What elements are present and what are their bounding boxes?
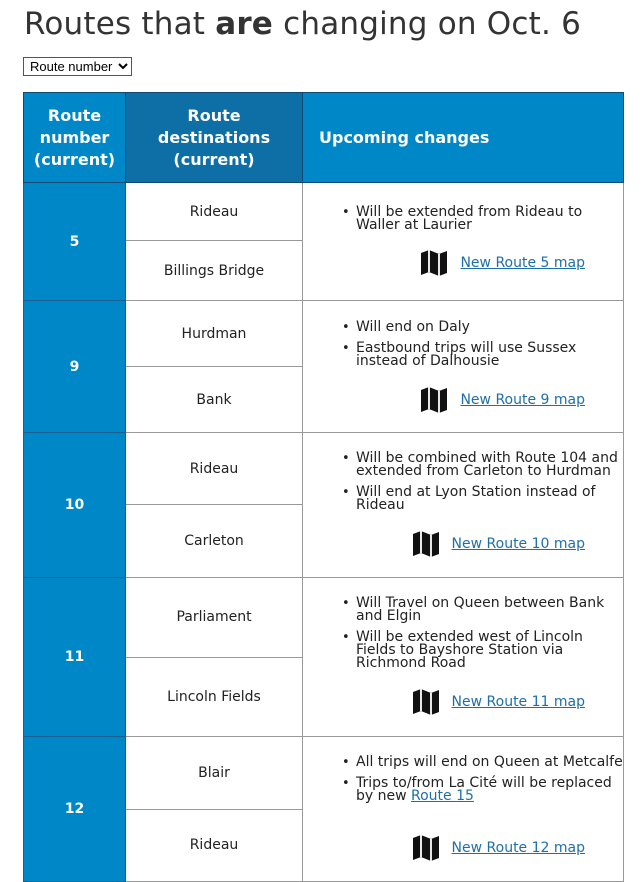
map-icon bbox=[419, 248, 449, 278]
sort-select[interactable] bbox=[23, 57, 132, 76]
route-number: 9 bbox=[24, 301, 126, 433]
change-item: • Trips to/from La Cité will be replaced by new Route 15 bbox=[356, 777, 623, 803]
route-destination: Billings Bridge bbox=[126, 241, 303, 301]
map-link[interactable]: New Route 5 map bbox=[419, 248, 585, 278]
map-link[interactable]: New Route 11 map bbox=[411, 687, 585, 717]
route-destination: Blair bbox=[126, 737, 303, 810]
route-changes bbox=[303, 301, 624, 433]
table-row bbox=[24, 433, 624, 505]
map-icon bbox=[411, 529, 441, 559]
change-item: • Will end at Lyon Station instead of Rideau bbox=[356, 486, 623, 512]
route-number: 12 bbox=[24, 737, 126, 882]
header-upcoming-changes: Upcoming changes bbox=[303, 93, 624, 183]
table-row bbox=[24, 183, 624, 241]
route-destination: Parliament bbox=[126, 578, 303, 658]
change-item: • Will end on Daly bbox=[356, 321, 623, 334]
table-row bbox=[24, 301, 624, 367]
header-route-number: Route number (current) bbox=[24, 93, 126, 183]
map-link[interactable]: New Route 12 map bbox=[411, 833, 585, 863]
route-15-link[interactable]: Route 15 bbox=[411, 788, 474, 804]
route-destination: Rideau bbox=[126, 183, 303, 241]
map-icon bbox=[411, 833, 441, 863]
route-changes bbox=[303, 737, 624, 882]
route-destination: Rideau bbox=[126, 433, 303, 505]
map-link[interactable]: New Route 10 map bbox=[411, 529, 585, 559]
route-destination: Rideau bbox=[126, 809, 303, 882]
route-changes bbox=[303, 183, 624, 301]
route-number: 5 bbox=[24, 183, 126, 301]
map-icon bbox=[411, 687, 441, 717]
route-changes bbox=[303, 578, 624, 737]
route-number: 11 bbox=[24, 578, 126, 737]
map-icon bbox=[419, 385, 449, 415]
table-row bbox=[24, 578, 624, 658]
change-item: • Will be extended west of Lincoln Fields to Bayshore Station via Richmond Road bbox=[356, 631, 623, 670]
change-item: • Will be combined with Route 104 and extended from Carleton to Hurdman bbox=[356, 452, 623, 478]
route-destination: Carleton bbox=[126, 505, 303, 578]
change-item: • Will Travel on Queen between Bank and Elgin bbox=[356, 597, 623, 623]
header-route-destinations: Route destinations (current) bbox=[126, 93, 303, 183]
map-link[interactable]: New Route 9 map bbox=[419, 385, 585, 415]
change-item: • Will be extended from Rideau to Waller at Laurier bbox=[356, 206, 623, 232]
change-item: • Eastbound trips will use Sussex instead of Dalhousie bbox=[356, 342, 623, 368]
route-destination: Lincoln Fields bbox=[126, 657, 303, 737]
page-title: Routes that are changing on Oct. 6 bbox=[24, 6, 582, 42]
route-destination: Bank bbox=[126, 367, 303, 433]
routes-table bbox=[23, 92, 624, 882]
table-header-row bbox=[24, 93, 624, 183]
route-destination: Hurdman bbox=[126, 301, 303, 367]
change-item: • All trips will end on Queen at Metcalfe bbox=[356, 756, 623, 769]
route-changes bbox=[303, 433, 624, 578]
table-row bbox=[24, 737, 624, 810]
route-number: 10 bbox=[24, 433, 126, 578]
